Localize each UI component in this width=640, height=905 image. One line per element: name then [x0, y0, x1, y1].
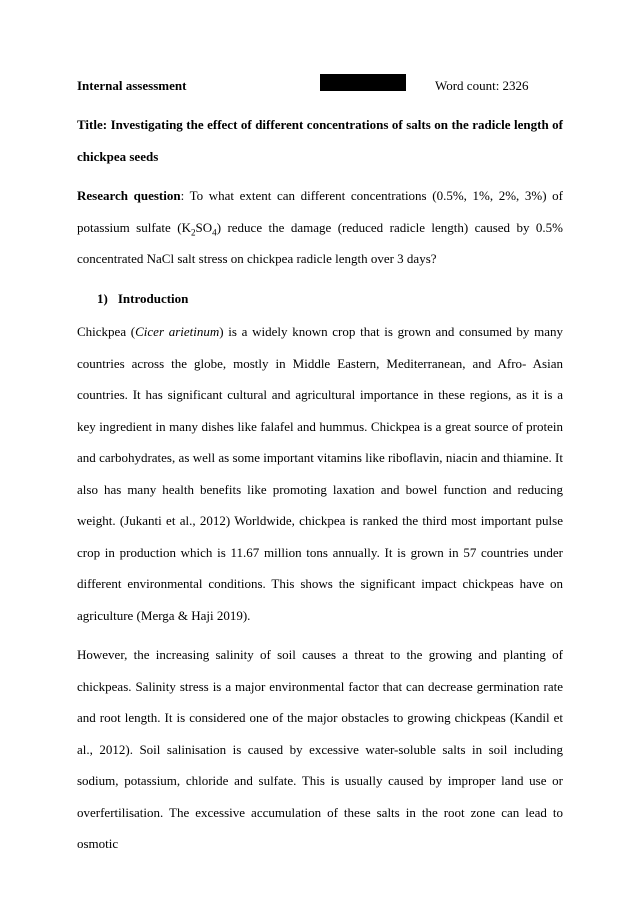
intro-paragraph-1: Chickpea (Cicer arietinum) is a widely known crop that is grown and consumed by many countries across the globe, mostly in Middle Eastern, Mediterranean, and Afro- Asian countries. It has significant cultural and agricultural importance in these regions, as it is a key ingredient in many dishes like falafel and hummus. Chickpea is a great source of protein and carbohydrates, as well as some important vitamins like riboflavin, niacin and thiamine. It also has many health benefits like promoting laxation and bowel function and reducing weight. (Jukanti et al., 2012) Worldwide, chickpea is ranked the third most important pulse crop in production which is 11.67 million tons annually. It is grown in 57 countries under different environmental conditions. This shows the significant impact chickpeas have on agriculture (Merga & Haji 2019).: [77, 324, 564, 623]
research-question-paragraph: Research question: To what extent can different concentrations (0.5%, 1%, 2%, 3%) of potassium sulfate $(K_2SO_4)$ reduce the damage (reduced radicle length) caused by 0.5% concentrated NaCl salt stress on chickpea radicle length over 3 days?: [77, 188, 564, 266]
section-label: Introduction: [117, 290, 189, 306]
intro-paragraph-2: However, the increasing salinity of soil causes a threat to the growing and planting of chickpeas. Salinity stress is a major environmental factor that can decrease germination rate and root length. It is considered one of the major obstacles to growing chickpeas (Kandil et al., 2012). Soil salinisation is caused by excessive water-soluble salts in soil including sodium, potassium, chloride and sulfate. This is usually caused by improper land use or overfertilisation. The excessive accumulation of these salts in the root zone can lead to osmotic: [77, 647, 563, 851]
redaction-box: [320, 74, 406, 91]
section-number: 1): [97, 290, 108, 306]
document-label: Internal assessment: [77, 78, 187, 93]
document-title: Title: Investigating the effect of different concentrations of salts on the radicle length of chickpea seeds: [77, 117, 563, 164]
word-count-label: Word count: 2326: [435, 78, 529, 93]
section-heading: [77, 283, 563, 315]
page-header: [77, 70, 563, 102]
